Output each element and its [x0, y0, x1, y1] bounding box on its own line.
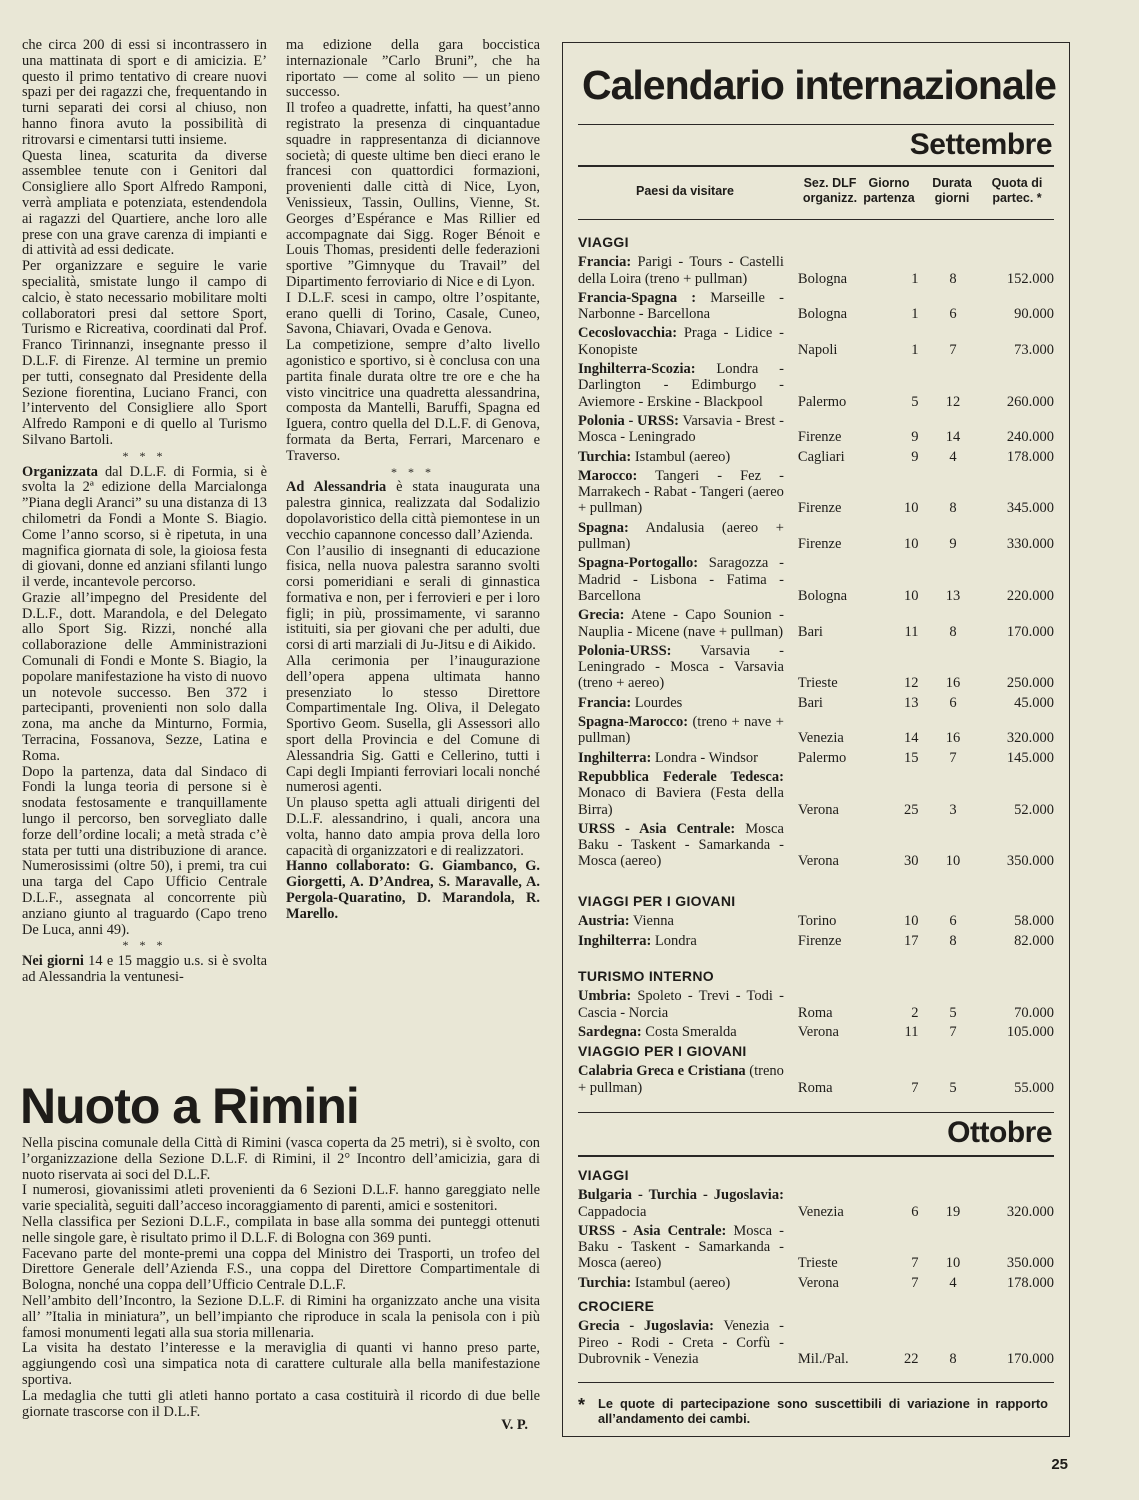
- paragraph: Nell’ambito dell’Incontro, la Sezione D.L.F. di Rimini ha organizzato anche una visita all’ ”Italia in miniatura”, un bell’impianto che riproduce in scala la penisola con i più famosi monumenti legati alla sua storia millenaria.: [22, 1292, 540, 1341]
- credits: Hanno collaborato: G. Giambanco, G. Giorgetti, A. D’Andrea, S. Maravalle, A. Pergola-Quaratino, D. Marandola, R. Marello.: [286, 858, 540, 922]
- trip-route: Costa Smeralda: [641, 1023, 737, 1040]
- trip-destination: [578, 413, 784, 446]
- trip-destination: [578, 254, 784, 287]
- trip-section: Cagliari: [797, 448, 845, 465]
- trip-country: Austria:: [578, 913, 630, 930]
- trip-section: Torino: [797, 913, 837, 930]
- section-settembre-giovani: [578, 893, 1054, 952]
- trip-destination: [578, 449, 784, 465]
- trip-departure-day: 13: [904, 694, 919, 711]
- paragraph: La competizione, sempre d’alto livello agonistico e sportivo, si è conclusa con una partita finale durata oltre tre ore e che ha visto vincitrice una quadretta alessandrina, composta da Mantelli, Baruffi, Spagna ed Iguera, contro quella del D.L.F. di Genova, formata da Berta, Ferrari, Marcenaro e Traverso.: [286, 337, 540, 464]
- header-paesi: Paesi da visitare: [636, 184, 734, 198]
- trip-route: Parigi - Tours - Castelli della Loira (treno + pullman): [578, 254, 784, 287]
- trip-country: Spagna-Portogallo:: [578, 555, 699, 572]
- paragraph-text: è stata inaugurata una palestra ginnica, realizzata dal Sodalizio dopolavoristico della città piemontese in un vecchio capannone concesso dall’Azienda.: [286, 479, 540, 543]
- trip-departure-day: 9: [911, 448, 919, 465]
- trip-country: Umbria:: [578, 988, 632, 1005]
- trip-row: [578, 769, 1054, 818]
- paragraph: ma edizione della gara boccistica internazionale ”Carlo Bruni”, che ha riportato — come al solito — un pieno successo.: [286, 37, 540, 101]
- trip-destination: [578, 555, 784, 604]
- paragraph: I D.L.F. scesi in campo, oltre l’ospitante, erano quelli di Torino, Casale, Cuneo, Savona, Chiavari, Ovada e Genova.: [286, 289, 540, 338]
- header-durata: Durata giorni: [932, 176, 972, 205]
- trip-row: [578, 933, 1054, 949]
- trip-country: Sardegna:: [578, 1023, 642, 1040]
- trip-destination: [578, 1063, 784, 1096]
- trip-section: Firenze: [797, 500, 842, 517]
- trip-country: Calabria Greca e Cristiana: [578, 1063, 746, 1080]
- trip-destination: [578, 913, 784, 929]
- trip-route: Atene - Capo Sounion - Nauplia - Micene (nave + pullman): [578, 607, 784, 640]
- trip-duration: 8: [949, 270, 957, 287]
- trip-country: Spagna-Marocco:: [578, 714, 689, 731]
- trip-section: Roma: [797, 1004, 833, 1021]
- trip-duration: 8: [949, 932, 957, 949]
- trip-departure-day: 7: [911, 1274, 919, 1291]
- trip-departure-day: 7: [911, 1255, 919, 1272]
- trip-duration: 6: [949, 913, 957, 930]
- trip-row: [578, 1318, 1054, 1367]
- paragraph: I numerosi, giovanissimi atleti provenienti da 6 Sezioni D.L.F. hanno gareggiato nelle varie specialità, seguiti dall’acceso incoraggiamento di parenti, amici e sostenitori.: [22, 1182, 540, 1215]
- trip-row: [578, 1063, 1054, 1096]
- trip-row: [578, 643, 1054, 692]
- section-heading: VIAGGIO PER I GIOVANI: [578, 1043, 747, 1059]
- trip-duration: 8: [949, 1350, 957, 1367]
- trip-duration: 16: [945, 730, 961, 747]
- trip-departure-day: 11: [904, 1023, 919, 1040]
- paragraph: Grazie all’impegno del Presidente del D.L.F., dott. Marandola, e del Delegato allo Sport Sig. Rizzi, nonché alla collaborazione delle Amministrazioni Comunali di Fondi e Monte S. Biagio, la popolare manifestazione ha visto di nuovo un notevole successo. Ben 372 i partecipanti, provenienti non solo dalla zona, ma anche da Minturno, Formia, Terracina, Fossanova, Sezze, Latina e Roma.: [22, 589, 267, 764]
- trip-route: Mosca Baku - Taskent - Samarkanda - Mosca (aereo): [578, 820, 784, 870]
- section-heading: TURISMO INTERNO: [578, 968, 714, 984]
- trip-country: Turchia:: [578, 1274, 632, 1291]
- trip-country: Marocco:: [578, 467, 638, 484]
- trip-destination: [578, 933, 784, 949]
- trip-duration: 6: [949, 306, 957, 323]
- calendar-title: Calendario internazionale: [582, 62, 1056, 108]
- note-text: Le quote di partecipazione sono suscettibili di variazione in rapporto all’andamento dei cambi.: [598, 1396, 1048, 1426]
- trip-route: Tangeri - Fez - Marrakech - Rabat - Tangeri (aereo + pullman): [578, 467, 784, 517]
- trip-row: [578, 607, 1054, 640]
- trip-country: Spagna:: [578, 519, 629, 536]
- trip-price: 170.000: [1006, 1350, 1055, 1367]
- trip-section: Firenze: [797, 429, 842, 446]
- paragraph: Un plauso spetta agli attuali dirigenti del D.L.F. alessandrino, i quali, ancora una volta, hanno dato ampia prova della loro capacità di organizzatori e di realizzatori.: [286, 795, 540, 859]
- trip-route: Londra - Darlington - Edimburgo - Aviemore - Erskine - Blackpool: [578, 361, 784, 410]
- trip-section: Venezia: [797, 1203, 844, 1220]
- trip-destination: [578, 821, 784, 870]
- trip-route: Andalusia (aereo + pullman): [578, 519, 784, 553]
- trip-duration: 14: [945, 429, 961, 446]
- trip-country: Inghilterra:: [578, 932, 652, 949]
- trip-section: Trieste: [797, 675, 838, 692]
- trip-price: 58.000: [1014, 913, 1055, 930]
- trip-route: Vienna: [629, 913, 674, 930]
- asterisk-mark: *: [578, 1395, 586, 1415]
- paragraph: [286, 480, 540, 543]
- trip-departure-day: 5: [911, 393, 919, 410]
- trip-destination: [578, 988, 784, 1021]
- trip-row: [578, 1223, 1054, 1272]
- trip-duration: 7: [949, 749, 957, 766]
- trip-route: Varsavia - Brest - Mosca - Leningrado: [578, 412, 784, 446]
- trip-price: 260.000: [1006, 393, 1055, 410]
- paragraph: Dopo la partenza, data dal Sindaco di Fondi la lunga teoria di persone si è snodata festosamente e tranquillamente lungo il percorso, ben sorvegliato dalle forze dell’ordine locali; a metà strada c’è stata per tutti una distribuzione di arance. Numerosissimi (oltre 50), i premi, tra cui una targa del Capo Ufficio Centrale D.L.F., assegnata al concorrente più anziano giunto al traguardo (Capo treno De Luca, anni 49).: [22, 763, 267, 938]
- trip-country: Polonia-URSS:: [578, 642, 672, 659]
- trip-price: 45.000: [1014, 694, 1055, 711]
- trip-duration: 8: [949, 623, 957, 640]
- trip-row: [578, 361, 1054, 410]
- trip-price: 350.000: [1006, 853, 1055, 870]
- paragraph: [22, 954, 267, 986]
- trip-destination: [578, 643, 784, 692]
- trip-destination: [578, 1318, 784, 1367]
- trip-departure-day: 11: [904, 623, 919, 640]
- trip-row: [578, 913, 1054, 929]
- trip-row: [578, 468, 1054, 517]
- trip-destination: [578, 361, 784, 410]
- trip-country: Turchia:: [578, 448, 632, 465]
- trip-duration: 19: [945, 1203, 961, 1220]
- trip-row: [578, 821, 1054, 870]
- trip-country: Grecia - Jugoslavia:: [578, 1318, 714, 1335]
- header-giorno: Giorno partenza: [863, 176, 915, 205]
- trip-route: Varsavia - Leningrado - Mosca - Varsavia (treno + aereo): [578, 642, 784, 692]
- trip-section: Palermo: [797, 749, 847, 766]
- trip-duration: 3: [949, 801, 957, 818]
- trip-route: (treno + nave + pullman): [578, 714, 784, 747]
- trip-departure-day: 12: [904, 675, 919, 692]
- lead-in: Nei giorni: [22, 953, 84, 970]
- paragraph: Per organizzare e seguire le varie specialità, smistate lungo il campo di calcio, è stato necessario mobilitare molti collaboratori presi dal settore Sport, Turismo e Ricreativa, coordinati dal Prof. Franco Tirinnanzi, insegnante presso il D.L.F. di Firenze. Al termine un premio per tutti, consegnato dal Presidente della Sezione fiorentina, Luciano Franci, con l’intervento del Consigliere allo Sport Alfredo Ramponi e di quello al Turismo Silvano Bartoli.: [22, 258, 267, 448]
- trip-destination: [578, 1187, 784, 1220]
- trip-section: Verona: [797, 801, 839, 818]
- trip-duration: 4: [949, 448, 957, 465]
- trip-duration: 8: [949, 500, 957, 517]
- trip-section: Bari: [797, 694, 823, 711]
- section-settembre-giovani2: [578, 1043, 1054, 1099]
- trip-price: 330.000: [1006, 536, 1055, 553]
- trip-section: Firenze: [797, 536, 842, 553]
- trip-country: Inghilterra-Scozia:: [578, 361, 696, 378]
- trip-section: Bari: [797, 623, 823, 640]
- nuoto-article: [22, 1136, 540, 1434]
- signature: V. P.: [501, 1417, 528, 1434]
- article-column-1: [22, 38, 267, 986]
- trip-duration: 7: [949, 341, 957, 358]
- trip-price: 170.000: [1006, 623, 1055, 640]
- trip-destination: [578, 1275, 784, 1291]
- trip-country: Francia-Spagna :: [578, 289, 697, 306]
- trip-departure-day: 17: [904, 932, 919, 949]
- trip-price: 73.000: [1014, 341, 1055, 358]
- trip-price: 90.000: [1014, 306, 1055, 323]
- trip-price: 145.000: [1006, 749, 1055, 766]
- trip-row: [578, 750, 1054, 766]
- trip-row: [578, 449, 1054, 465]
- trip-destination: [578, 325, 784, 358]
- trip-section: Napoli: [797, 341, 838, 358]
- month-settembre: Settembre: [909, 128, 1052, 161]
- trip-section: Bologna: [797, 270, 848, 287]
- page-number: 25: [1051, 1456, 1068, 1473]
- trip-country: Inghilterra:: [578, 749, 652, 766]
- trip-route: Monaco di Baviera (Festa della Birra): [578, 785, 784, 818]
- trip-section: Mil./Pal.: [797, 1350, 849, 1367]
- trip-price: 240.000: [1006, 429, 1055, 446]
- trip-country: Cecoslovacchia:: [578, 325, 678, 342]
- trip-duration: 10: [945, 853, 961, 870]
- trip-row: [578, 1024, 1054, 1040]
- trip-price: 52.000: [1014, 801, 1055, 818]
- trip-departure-day: 7: [911, 1079, 919, 1096]
- trip-destination: [578, 1024, 784, 1040]
- trip-destination: [578, 750, 784, 766]
- separator-stars: * * *: [122, 938, 167, 953]
- trip-country: URSS - Asia Centrale:: [578, 820, 736, 837]
- trip-departure-day: 1: [911, 270, 919, 287]
- trip-departure-day: 22: [904, 1350, 919, 1367]
- trip-departure-day: 6: [911, 1203, 919, 1220]
- trip-price: 70.000: [1014, 1004, 1055, 1021]
- trip-duration: 7: [949, 1023, 957, 1040]
- paragraph: Nella classifica per Sezioni D.L.F., compilata in base alla somma dei punteggi ottenuti nelle singole gare, è risultato primo il D.L.F. di Bologna con 369 punti.: [22, 1213, 540, 1246]
- paragraph: che circa 200 di essi si incontrassero in una mattinata di sport e di amicizia. E’ questo il primo tentativo di creare nuovi spazi per dei ragazzi che, frequentando in turni separati dei corsi al chiuso, non hanno finora avuto la possibilità di ritrovarsi e cimentarsi tutti insieme.: [22, 37, 267, 148]
- divider: [578, 1155, 1054, 1157]
- trip-section: Verona: [797, 1023, 839, 1040]
- header-sez: Sez. DLF organizz.: [802, 176, 858, 205]
- trip-route: Venezia - Pireo - Rodi - Creta - Corfù - Dubrovnik - Venezia: [578, 1318, 784, 1367]
- trip-price: 220.000: [1006, 587, 1055, 604]
- trip-price: 320.000: [1006, 730, 1055, 747]
- trip-row: [578, 413, 1054, 446]
- trip-destination: [578, 714, 784, 747]
- trip-route: Saragozza - Madrid - Lisbona - Fatima - Barcellona: [578, 555, 784, 604]
- trip-route: Praga - Lidice - Konopiste: [578, 325, 784, 358]
- trip-country: URSS - Asia Centrale:: [578, 1222, 727, 1239]
- trip-destination: [578, 607, 784, 640]
- header-quota: Quota di partec. *: [991, 176, 1043, 205]
- trip-destination: [578, 520, 784, 553]
- trip-route: Istambul (aereo): [631, 448, 731, 465]
- section-heading: VIAGGI PER I GIOVANI: [578, 893, 736, 909]
- trip-section: Firenze: [797, 932, 842, 949]
- trip-destination: [578, 695, 784, 711]
- month-ottobre: Ottobre: [947, 1116, 1052, 1149]
- trip-row: [578, 695, 1054, 711]
- paragraph-text: 14 e 15 maggio u.s. si è svolta ad Alessandria la ventunesi-: [22, 953, 268, 986]
- trip-route: (treno + pullman): [578, 1063, 784, 1096]
- section-ottobre-viaggi: [578, 1167, 1054, 1294]
- paragraph: Con l’ausilio di insegnanti di educazione fisica, nella nuova palestra saranno svolti corsi pomeridiani e serali di ginnastica formativa e non, per i ferrovieri e per i loro figli; in più, prossimamente, vi saranno istituiti, sia per giovani che per adulti, due corsi di arti marziali di Ju-Jitsu e di Aikido.: [286, 542, 540, 654]
- trip-route: Londra: [651, 932, 697, 949]
- divider: [578, 124, 1054, 125]
- trip-section: Palermo: [797, 393, 847, 410]
- trip-row: [578, 555, 1054, 604]
- trip-country: Repubblica Federale Tedesca:: [578, 768, 784, 785]
- trip-duration: 5: [949, 1079, 957, 1096]
- trip-section: Venezia: [797, 730, 844, 747]
- trip-departure-day: 15: [904, 749, 919, 766]
- divider: [578, 165, 1054, 167]
- section-heading: VIAGGI: [578, 234, 629, 250]
- trip-duration: 6: [949, 694, 957, 711]
- trip-price: 345.000: [1006, 500, 1055, 517]
- trip-destination: [578, 290, 784, 323]
- price-note: [578, 1396, 1048, 1426]
- paragraph: Alla cerimonia per l’inaugurazione dell’opera appena ultimata hanno presenziato lo stesso Direttore Compartimentale Ing. Oliva, il Delegato Sportivo Geom. Susella, gli Assessori allo sport della Provincia e del Comune di Alessandria Sig. Gatti e Cellerino, tutti i Capi degli Impianti ferroviari locali nonché numerosi agenti.: [286, 653, 540, 796]
- trip-departure-day: 2: [911, 1004, 919, 1021]
- trip-duration: 10: [945, 1255, 961, 1272]
- trip-departure-day: 14: [904, 730, 919, 747]
- trip-route: Marseille - Narbonne - Barcellona: [578, 289, 784, 323]
- section-ottobre-crociere: [578, 1298, 1054, 1370]
- trip-price: 350.000: [1006, 1255, 1055, 1272]
- trip-row: [578, 714, 1054, 747]
- trip-row: [578, 290, 1054, 323]
- lead-in: Organizzata: [22, 463, 98, 480]
- trip-departure-day: 1: [911, 306, 919, 323]
- divider: [578, 1382, 1054, 1383]
- paragraph: La medaglia che tutti gli atleti hanno portato a casa costituirà il ricordo di due belle giornate trascorse con il D.L.F.: [22, 1387, 540, 1420]
- trip-price: 178.000: [1006, 1274, 1055, 1291]
- trip-price: 82.000: [1014, 932, 1055, 949]
- section-settembre-viaggi: [578, 234, 1054, 873]
- paragraph: Facevano parte del monte-premi una coppa del Ministro dei Trasporti, un trofeo del Direttore Generale dell’Azienda F.S., una coppa del Direttore Compartimentale di Bologna, nonché una coppa dell’Ufficio Centrale D.L.F.: [22, 1245, 540, 1294]
- trip-row: [578, 325, 1054, 358]
- trip-departure-day: 25: [904, 801, 919, 818]
- trip-duration: 12: [945, 393, 961, 410]
- trip-destination: [578, 1223, 784, 1272]
- trip-price: 55.000: [1014, 1079, 1055, 1096]
- separator-stars: * * *: [391, 464, 435, 479]
- lead-in: Ad Alessandria: [286, 479, 387, 496]
- trip-departure-day: 30: [904, 853, 919, 870]
- trip-departure-day: 10: [904, 913, 919, 930]
- trip-section: Roma: [797, 1079, 833, 1096]
- trip-departure-day: 9: [911, 429, 919, 446]
- trip-section: Verona: [797, 853, 839, 870]
- paragraph: Questa linea, scaturita da diverse assemblee tenute con i Genitori dal Consigliere allo Sport Alfredo Ramponi, verrà ampliata e potenziata, estendendola ai ragazzi del Quartiere, anche loro alle prese con una grave carenza di impianti e di attività ad essi dedicate.: [22, 147, 267, 259]
- trip-price: 152.000: [1006, 270, 1055, 287]
- trip-departure-day: 10: [904, 500, 919, 517]
- trip-destination: [578, 769, 784, 818]
- paragraph: Nella piscina comunale della Città di Rimini (vasca coperta da 25 metri), si è svolto, con l’organizzazione della Sezione D.L.F. di Rimini, il 2° Incontro dell’amicizia, gara di nuoto riservata ai soci del D.L.F.: [22, 1135, 540, 1183]
- trip-row: [578, 1187, 1054, 1220]
- trip-section: Bologna: [797, 587, 848, 604]
- divider: [578, 219, 1054, 220]
- trip-country: Polonia - URSS:: [578, 412, 679, 429]
- trip-country: Francia:: [578, 254, 632, 271]
- nuoto-headline: Nuoto a Rimini: [20, 1078, 359, 1134]
- trip-duration: 4: [949, 1274, 957, 1291]
- trip-duration: 9: [949, 536, 957, 553]
- trip-route: Londra - Windsor: [651, 749, 758, 766]
- section-settembre-interno: [578, 968, 1054, 1043]
- trip-price: 250.000: [1006, 675, 1055, 692]
- trip-price: 105.000: [1006, 1023, 1055, 1040]
- trip-country: Grecia:: [578, 607, 625, 624]
- paragraph: Il trofeo a quadrette, infatti, ha quest’anno registrato la presenza di cinquantadue squadre in rappresentanza di diciannove società; di queste ultime ben dieci erano le francesi con quattordici formazioni, provenienti dalle città di Nice, Lyon, Venissieux, Tassin, Oullins, Vienne, St. Georges d’Espérance e Mas Rillier ed accompagnate dai Sigg. Roger Bénoit e Louis Thomas, presidenti delle federazioni sportive ”Gimnyque du Travail” del Dipartimento ferroviario di Nice e di Lyon.: [286, 100, 540, 290]
- trip-price: 178.000: [1006, 448, 1055, 465]
- trip-route: Spoleto - Trevi - Todi - Cascia - Norcia: [578, 988, 784, 1021]
- paragraph: La visita ha destato l’interesse e la meraviglia di quanti vi hanno preso parte, aggiungendo così una simpatica nota di carattere culturale alla bella manifestazione sportiva.: [22, 1340, 540, 1388]
- trip-section: Trieste: [797, 1255, 838, 1272]
- trip-country: Francia:: [578, 694, 632, 711]
- trip-route: Istambul (aereo): [631, 1274, 731, 1291]
- paragraph: [22, 465, 267, 591]
- trip-duration: 16: [945, 675, 961, 692]
- trip-route: Cappadocia: [578, 1203, 647, 1220]
- divider: [578, 1112, 1054, 1113]
- separator-stars: * * *: [122, 448, 167, 463]
- trip-section: Verona: [797, 1274, 839, 1291]
- trip-row: [578, 254, 1054, 287]
- article-column-2: [286, 38, 540, 923]
- trip-section: Bologna: [797, 306, 848, 323]
- paragraph-text: dal D.L.F. di Formia, si è svolta la 2ª edizione della Marcialonga ”Piana degli Aranci” su una distanza di 13 chilometri da Fondi a Monte S. Biagio. Come l’anno scorso, si è ripetuta, in una magnifica giornata di sole, la gioiosa festa di giovani, donne ed anziani sfilanti lungo il verde, incantevole percorso.: [22, 463, 267, 591]
- trip-row: [578, 1275, 1054, 1291]
- section-heading: CROCIERE: [578, 1298, 655, 1314]
- trip-departure-day: 10: [904, 587, 919, 604]
- trip-destination: [578, 468, 784, 517]
- trip-route: Mosca - Baku - Taskent - Samarkanda - Mosca (aereo): [578, 1222, 784, 1272]
- trip-departure-day: 1: [911, 341, 919, 358]
- trip-duration: 13: [945, 587, 961, 604]
- trip-route: Lourdes: [631, 694, 683, 711]
- trip-row: [578, 988, 1054, 1021]
- trip-departure-day: 10: [904, 536, 919, 553]
- trip-country: Bulgaria - Turchia - Jugoslavia:: [578, 1187, 784, 1204]
- trip-row: [578, 520, 1054, 553]
- section-heading: VIAGGI: [578, 1167, 629, 1183]
- trip-duration: 5: [949, 1004, 957, 1021]
- trip-price: 320.000: [1006, 1203, 1055, 1220]
